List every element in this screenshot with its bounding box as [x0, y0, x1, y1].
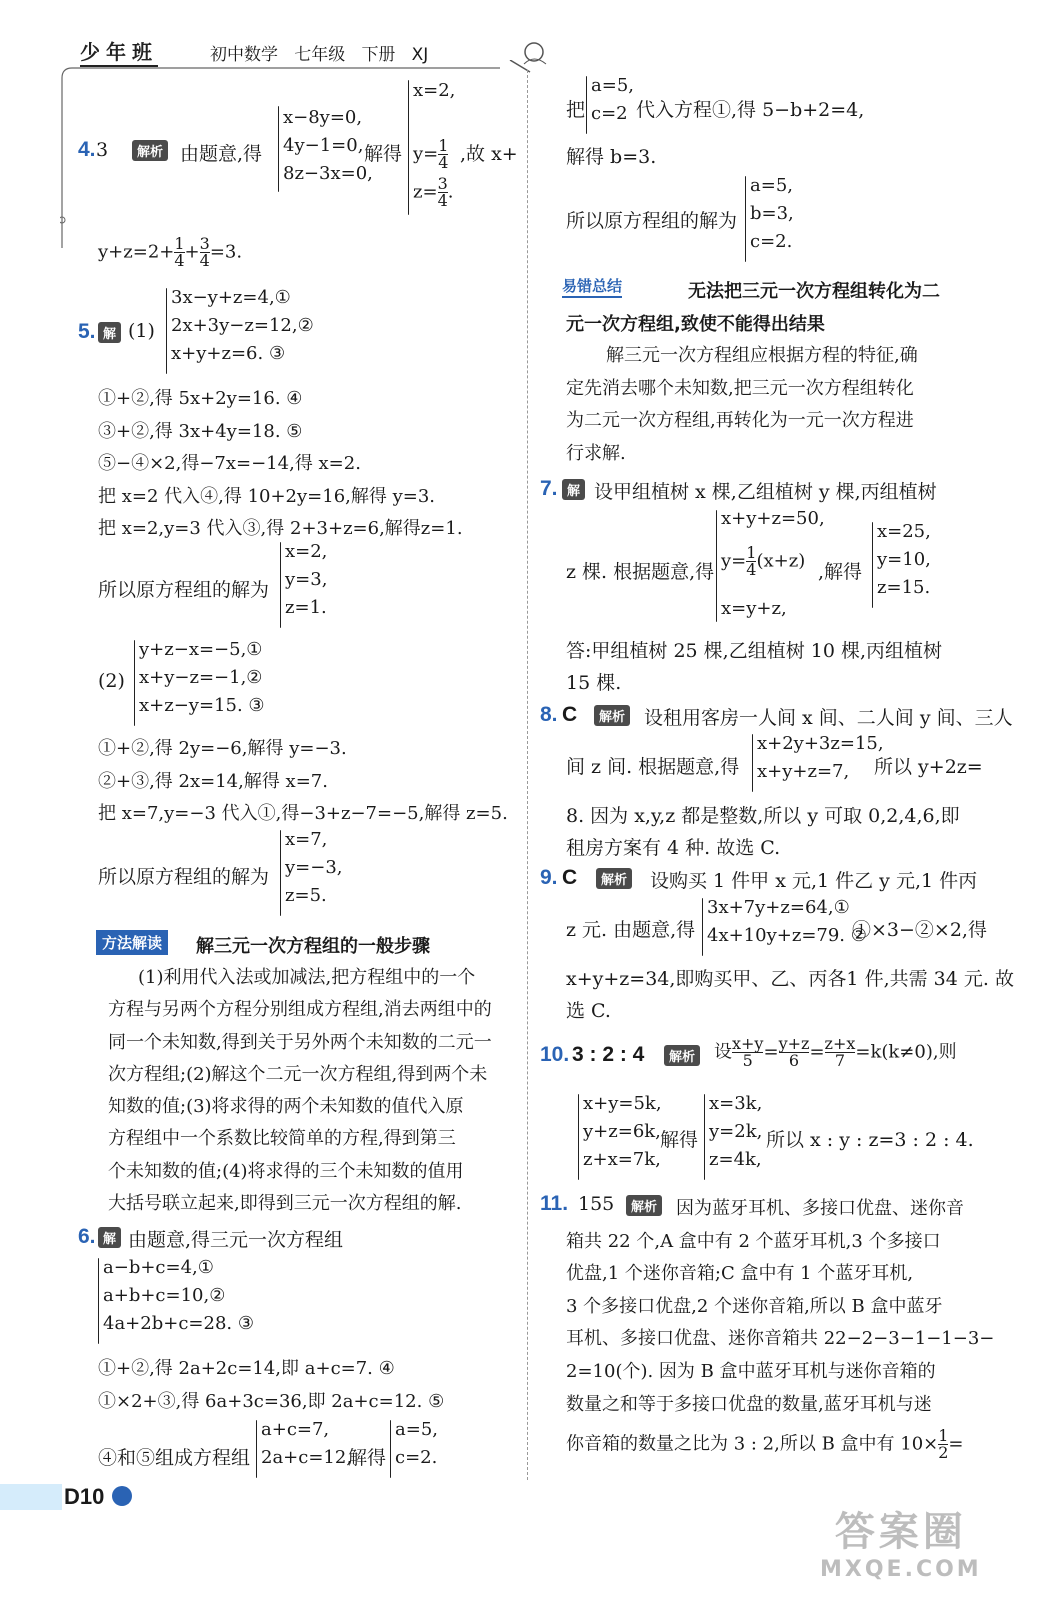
q11-tag: 解析 — [626, 1195, 662, 1216]
q5-steps2: ①+②,得 2y=−6,解得 y=−3. ②+③,得 2x=14,解得 x=7. 把 x=7,y=−3 代入①,得−3+z−7=−5,解得 z=5. — [98, 738, 508, 824]
q8-line2a: 间 z 间. 根据题意,得 — [566, 756, 740, 778]
q5-part2: (2) — [98, 670, 125, 692]
q4-line2: y+z=2+ $\frac{1}{4}$ + $\frac{3}{4}$ =3. — [98, 234, 243, 270]
header-bulb-icon — [518, 40, 552, 68]
q10-mid: 解得 — [660, 1129, 699, 1151]
q6c-sol-label: 所以原方程组的解为 — [566, 210, 738, 232]
q6c-line2: 解得 b=3. — [566, 146, 657, 168]
column-divider — [527, 70, 528, 1480]
method-body: (1)利用代入法或加减法,把方程组中的一个 方程与另两个方程分别组成方程组,消去两组中的 同一个未知数,得到关于另外两个未知数的二元一 次方程组;(2)解这个二元一次方程组,得到两个未 知数的值;(3)将求得的两个未知数的值代入原 方程组中一个系数比较简单的方程,得到第三 个未知数的值;(4)将求得的三个未知数的值用 大括号联立起来,即得到三元一次方程组的解. — [108, 967, 492, 1215]
q5-sol2: x=7, y=−3, z=5. — [285, 829, 343, 906]
q10-end: 所以 x : y : z=3 : 2 : 4. — [766, 1129, 974, 1151]
q7-ans1: 答:甲组植树 25 棵,乙组植树 10 棵,丙组植树 — [566, 640, 942, 662]
q6-last-mid: 解得 — [348, 1447, 387, 1469]
q10-system: x+y=5k, y+z=6k, z+x=7k, — [583, 1093, 662, 1170]
q4-sol-x: x=2, — [413, 80, 456, 101]
q7-mid: ,解得 — [818, 561, 863, 583]
q6c-sol: a=5, b=3, c=2. — [750, 175, 794, 252]
q9-line2b: ①×3−②×2,得 — [852, 919, 987, 941]
mistake-body: 解三元一次方程组应根据方程的特征,确 定先消去哪个未知数,把三元一次方程组转化 为二元一次方程组,再转化为一元一次方程进 行求解. — [566, 345, 918, 464]
q8-brace — [752, 734, 753, 792]
q9-line3: x+y+z=34,即购买甲、乙、丙各1 件,共需 34 元. 故 — [566, 968, 1014, 990]
q9-line1: 设购买 1 件甲 x 元,1 件乙 y 元,1 件丙 — [650, 870, 978, 892]
q5-brace1 — [166, 288, 167, 374]
method-title: 解三元一次方程组的一般步骤 — [196, 936, 430, 957]
q9-line4: 选 C. — [566, 1000, 611, 1022]
q7-brace — [716, 510, 717, 622]
q6c-mid: 代入方程①,得 5−b+2=4, — [636, 99, 865, 121]
watermark — [820, 1500, 982, 1582]
q10-sol-brace — [704, 1094, 705, 1180]
mistake-title2: 元一次方程组,致使不能得出结果 — [566, 314, 825, 335]
q8-line1: 设租用客房一人间 x 间、二人间 y 间、三人 — [644, 707, 1013, 729]
q4-tag: 解析 — [132, 140, 168, 161]
q7-line1: 设甲组植树 x 棵,乙组植树 y 棵,丙组植树 — [594, 481, 937, 503]
q4-system — [283, 104, 373, 188]
q7-eq2: y= $\frac{1}{4}$ (x+z) — [721, 543, 806, 579]
q5-part1: (1) — [128, 320, 155, 342]
q10-answer: 3 : 2 : 4 — [572, 1043, 645, 1066]
q6c-pre: 把 — [566, 99, 586, 121]
q4-number: 4. — [78, 138, 96, 161]
q4-eq3: 8z−3x=0, — [283, 162, 373, 184]
q4-brace — [278, 106, 279, 192]
q4-sol-brace — [408, 80, 409, 215]
q9-tag: 解析 — [596, 868, 632, 889]
q7-line2a: z 棵. 根据题意,得 — [566, 561, 715, 583]
q10-brace — [578, 1094, 579, 1180]
watermark-url: MXQE.COM — [820, 1557, 982, 1582]
q7-number: 7. — [540, 477, 558, 500]
q6c-sol-brace — [745, 176, 746, 262]
q6-system: a−b+c=4,① a+b+c=10,② 4a+2b+c=28. ③ — [103, 1257, 254, 1334]
footer-circle-icon — [112, 1486, 132, 1506]
q9-line2a: z 元. 由题意,得 — [566, 919, 696, 941]
q6-last-system: a+c=7, 2a+c=12, — [261, 1419, 353, 1468]
header-subject: 初中数学 — [210, 45, 278, 65]
q11-number: 11. — [540, 1192, 569, 1215]
q6-tag: 解 — [98, 1227, 121, 1248]
q11-last: 你音箱的数量之比为 3 : 2,所以 B 盒中有 10× $\frac{1}{2}$ = — [566, 1426, 964, 1462]
q11-body: 因为蓝牙耳机、多接口优盘、迷你音 箱共 22 个,A 盒中有 2 个蓝牙耳机,3 个多接口 优盘,1 个迷你音箱;C 盒中有 1 个蓝牙耳机, 3 个多接口优盘,2 个迷你音箱,所以 B 盒中蓝牙 耳机、多接口优盘、迷你音箱共 22−2−3−1−1−3− 2=10(个). 因为 B 盒中蓝牙耳机与迷你音箱的 数量之和等于多接口优盘的数量,蓝牙耳机与迷 — [566, 1198, 995, 1415]
q4-end: ,故 x+ — [460, 143, 518, 165]
q9-answer: C — [562, 866, 578, 889]
q8-line3: 8. 因为 x,y,z 都是整数,所以 y 可取 0,2,4,6,即 — [566, 805, 960, 827]
q6-last-pre: ④和⑤组成方程组 — [98, 1447, 251, 1469]
q9-brace — [702, 898, 703, 956]
q4-eq2: 4y−1=0, — [283, 134, 364, 156]
q6c-system: a=5, c=2 — [591, 75, 634, 124]
mistake-title1: 无法把三元一次方程组转化为二 — [688, 281, 940, 302]
q7-ans2: 15 棵. — [566, 672, 622, 694]
watermark-text: 答案圈 — [834, 1509, 967, 1555]
q6-number: 6. — [78, 1225, 96, 1248]
q10-sol: x=3k, y=2k, z=4k, — [709, 1093, 763, 1170]
q5-steps1: ①+②,得 5x+2y=16. ④ ③+②,得 3x+4y=18. ⑤ ⑤−④×2,得−7x=−14,得 x=2. 把 x=2 代入④,得 10+2y=16,解得 y=3. 把 x=2,y=3 代入③,得 2+3+z=6,解得z=1. — [98, 388, 463, 539]
q8-system: x+2y+3z=15, x+y+z=7, — [757, 733, 884, 782]
q6-last-brace — [256, 1420, 257, 1478]
q6c-brace — [586, 76, 587, 134]
q4-eq1: x−8y=0, — [283, 107, 363, 128]
q5-sol-brace1 — [280, 542, 281, 628]
q6-intro: 由题意,得三元一次方程组 — [128, 1229, 344, 1251]
page-number: D10 — [64, 1484, 105, 1509]
q8-answer: C — [562, 703, 578, 726]
q8-number: 8. — [540, 703, 558, 726]
footer-bar — [0, 1484, 62, 1510]
q7-sol-brace — [872, 522, 873, 608]
q5-system2: y+z−x=−5,① x+y−z=−1,② x+z−y=15. ③ — [139, 639, 265, 716]
header-term: 下册 — [361, 45, 396, 65]
header-logo: 少年班 — [80, 36, 158, 67]
q7-eq3: x=y+z, — [721, 598, 787, 619]
q5-system1: 3x−y+z=4,① 2x+3y−z=12,② x+y+z=6. ③ — [171, 287, 314, 364]
method-tag: 方法解读 — [96, 930, 168, 955]
q4-sol-z: z= $\frac{3}{4}$ . — [413, 174, 454, 210]
q11-answer: 155 — [578, 1193, 615, 1215]
q5-tag: 解 — [98, 322, 121, 343]
q7-eq1: x+y+z=50, — [721, 508, 825, 529]
header-grade: 七年级 — [294, 45, 346, 65]
mistake-tag: 易错总结 — [562, 275, 622, 298]
q5-brace2 — [134, 640, 135, 726]
q4-answer: 3 — [96, 139, 109, 161]
q6-steps: ①+②,得 2a+2c=14,即 a+c=7. ④ ①×2+③,得 6a+3c=36,即 2a+c=12. ⑤ — [98, 1358, 445, 1412]
q4-sol-y: y= $\frac{1}{4}$ — [413, 136, 449, 172]
q4-pre: 由题意,得 — [180, 143, 263, 165]
q10-tag: 解析 — [664, 1045, 700, 1066]
q4-mid: 解得 — [364, 143, 403, 165]
q10-number: 10. — [540, 1043, 570, 1066]
q6-last-sol-brace — [390, 1420, 391, 1478]
q8-line4: 租房方案有 4 种. 故选 C. — [566, 837, 781, 859]
q8-line2b: 所以 y+2z= — [874, 756, 983, 778]
q5-number: 5. — [78, 320, 96, 343]
q5-sol-brace2 — [280, 830, 281, 916]
q6-last-sol: a=5, c=2. — [395, 1419, 438, 1468]
q8-tag: 解析 — [594, 705, 630, 726]
q5-sol-label1: 所以原方程组的解为 — [98, 579, 270, 601]
q5-sol1: x=2, y=3, z=1. — [285, 541, 328, 618]
q10-equation: 设 $\frac{x+y}{5}$ = $\frac{y+z}{6}$ = $\frac{z+x}{7}$ =k(k≠0),则 — [714, 1034, 957, 1070]
q7-sol: x=25, y=10, z=15. — [877, 521, 931, 598]
q9-system: 3x+7y+z=64,① 4x+10y+z=79. ② — [707, 897, 867, 946]
q5-sol-label2: 所以原方程组的解为 — [98, 866, 270, 888]
q7-tag: 解 — [562, 479, 585, 500]
header-edition: XJ — [411, 45, 429, 65]
q6-brace — [98, 1258, 99, 1344]
q9-number: 9. — [540, 866, 558, 889]
